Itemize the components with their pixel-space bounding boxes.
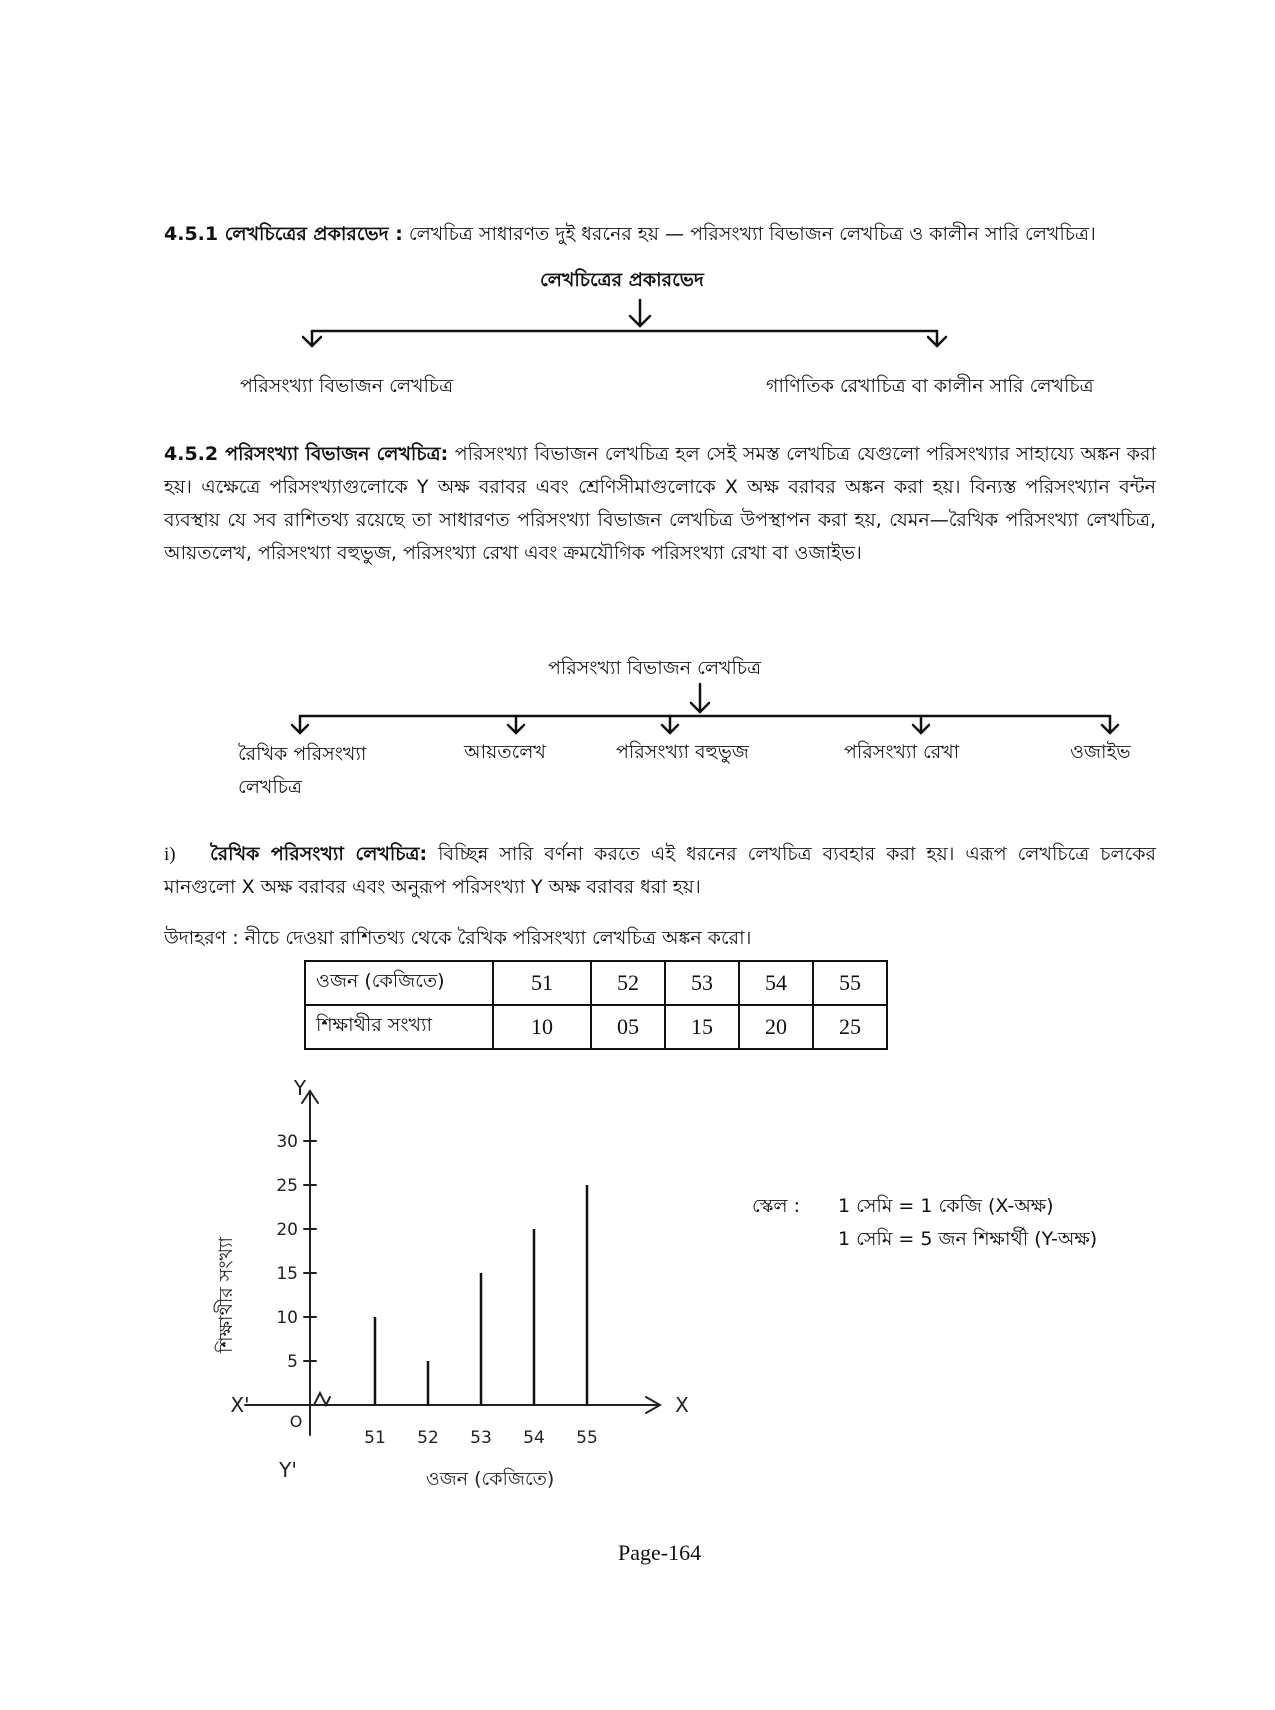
x-axis-title: ওজন (কেজিতে) (425, 1468, 555, 1490)
scale-label: স্কেল : (752, 1195, 800, 1217)
diagram1-center-arrow (630, 300, 650, 326)
diagram2-item-linear-line1: রৈখিক পরিসংখ্যা (238, 743, 367, 765)
example-text: উদাহরণ : নীচে দেওয়া রাশিতথ্য থেকে রৈখিক পরিসংখ্যা লেখচিত্র অঙ্কন করো। (164, 927, 752, 949)
scale-block (752, 1190, 1097, 1256)
x-tick-label: 53 (470, 1428, 492, 1448)
x-tick-label: 51 (364, 1428, 386, 1448)
diagram2-center-arrow (691, 684, 709, 712)
table-cell: 25 (813, 1005, 887, 1049)
diagram1-right-label: গাণিতিক রেখাচিত্র বা কালীন সারি লেখচিত্র (766, 375, 1094, 397)
diagram2-item-linear (238, 738, 366, 804)
page-number: Page-164 (618, 1540, 702, 1565)
diagram2-arrow-2 (508, 716, 524, 733)
y-axis-title: শিক্ষাথীর সংখ্যা (215, 1236, 237, 1354)
table-cell: 55 (813, 961, 887, 1005)
diagram2-item-ogive: ওজাইভ (1070, 741, 1131, 763)
diagram2-item-histogram: আয়তলেখ (464, 741, 546, 763)
table-cell: 53 (665, 961, 739, 1005)
table-cell: 05 (591, 1005, 665, 1049)
table-cell: 51 (493, 961, 591, 1005)
x-neg-axis-symbol: X' (230, 1393, 250, 1417)
diagram2-item-polygon: পরিসংখ্যা বহুভুজ (616, 741, 749, 763)
section-452-heading: 4.5.2 পরিসংখ্যা বিভাজন লেখচিত্র: (164, 443, 449, 465)
chart-bars (375, 1185, 587, 1405)
diagram2-item-linear-line2: লেখচিত্র (238, 776, 302, 798)
section-i-number: i) (164, 844, 176, 865)
table-cell: 52 (591, 961, 665, 1005)
y-tick-label: 20 (276, 1220, 298, 1240)
diagram1-right-arrow (928, 331, 946, 346)
y-axis-symbol: Y (293, 1076, 307, 1100)
section-452-text: পরিসংখ্যা বিভাজন লেখচিত্র হল সেই সমস্ত লেখচিত্র যেগুলো পরিসংখ্যার সাহায্যে অঙ্কন করা হয়। এক্ষেত্রে পরিসংখ্যাগুলোকে Y অক্ষ বরাবর এবং শ্রেণিসীমাগুলোকে X অক্ষ বরাবর অঙ্কন করা হয়। বিন্যস্ত পরিসংখ্যান বন্টন ব্যবস্থায় যে সব রাশিতথ্য রয়েছে তা সাধারণত পরিসংখ্যা বিভাজন লেখচিত্র উপস্থাপন করা হয়, যেমন—রৈখিক পরিসংখ্যা লেখচিত্র, আয়তলেখ, পরিসংখ্যা বহুভুজ, পরিসংখ্যা রেখা এবং ক্রমযৌগিক পরিসংখ্যা রেখা বা ওজাইভ। (164, 443, 1156, 564)
x-tick-label: 52 (417, 1428, 439, 1448)
diagram1-title: লেখচিত্রের প্রকারভেদ (540, 269, 704, 291)
chart-labels (214, 1076, 689, 1490)
table-cell: 20 (739, 1005, 813, 1049)
diagram2-arrow-3 (662, 716, 678, 733)
diagram1-left-arrow (303, 331, 321, 346)
table-row1-label: ওজন (কেজিতে) (305, 961, 493, 1005)
table-cell: 15 (665, 1005, 739, 1049)
diagram1-left-label: পরিসংখ্যা বিভাজন লেখচিত্র (240, 375, 454, 397)
table-row (305, 961, 887, 1005)
diagram2-arrow-5 (1102, 716, 1118, 733)
y-tick-label: 5 (287, 1352, 298, 1372)
diagram2-arrow-1 (292, 716, 308, 733)
section-i-text: বিচ্ছিন্ন সারি বর্ণনা করতে এই ধরনের লেখচিত্র ব্যবহার করা হয়। এরূপ লেখচিত্রে চলকের মানগুলো X অক্ষ বরাবর এবং অনুরূপ পরিসংখ্যা Y অক্ষ বরাবর ধরা হয়। (164, 843, 1157, 898)
section-451-text: লেখচিত্র সাধারণত দুই ধরনের হয় — পরিসংখ্যা বিভাজন লেখচিত্র ও কালীন সারি লেখচিত্র। (402, 223, 1096, 245)
y-tick-label: 15 (276, 1264, 298, 1284)
y-tick-label: 30 (276, 1132, 298, 1152)
y-tick-label: 10 (276, 1308, 298, 1328)
x-tick-label: 55 (576, 1428, 598, 1448)
frequency-line-chart (190, 1060, 750, 1500)
table-row2-label: শিক্ষাথীর সংখ্যা (305, 1005, 493, 1049)
scale-line1: 1 সেমি = 1 কেজি (X-অক্ষ) (838, 1195, 1054, 1217)
data-table (304, 960, 888, 1050)
y-tick-label: 25 (276, 1176, 298, 1196)
x-tick-label: 54 (523, 1428, 545, 1448)
section-452-paragraph (164, 438, 1156, 570)
diagram2-item-curve: পরিসংখ্যা রেখা (844, 741, 960, 763)
chart-axes (245, 1091, 660, 1435)
section-451-heading: 4.5.1 লেখচিত্রের প্রকারভেদ : (164, 223, 403, 245)
section-i-paragraph (164, 838, 1156, 904)
scale-line2: 1 সেমি = 5 জন শিক্ষার্থী (Y-অক্ষ) (838, 1228, 1098, 1250)
table-row (305, 1005, 887, 1049)
table-cell: 54 (739, 961, 813, 1005)
section-i-heading: রৈখিক পরিসংখ্যা লেখচিত্র: (210, 843, 428, 865)
origin-label: O (289, 1412, 303, 1431)
x-axis-symbol: X (675, 1393, 689, 1417)
diagram2-title: পরিসংখ্যা বিভাজন লেখচিত্র (548, 657, 762, 679)
diagram2-arrow-4 (913, 716, 929, 733)
table-cell: 10 (493, 1005, 591, 1049)
y-neg-axis-symbol: Y' (279, 1458, 297, 1482)
axis-break-mark (314, 1393, 330, 1405)
